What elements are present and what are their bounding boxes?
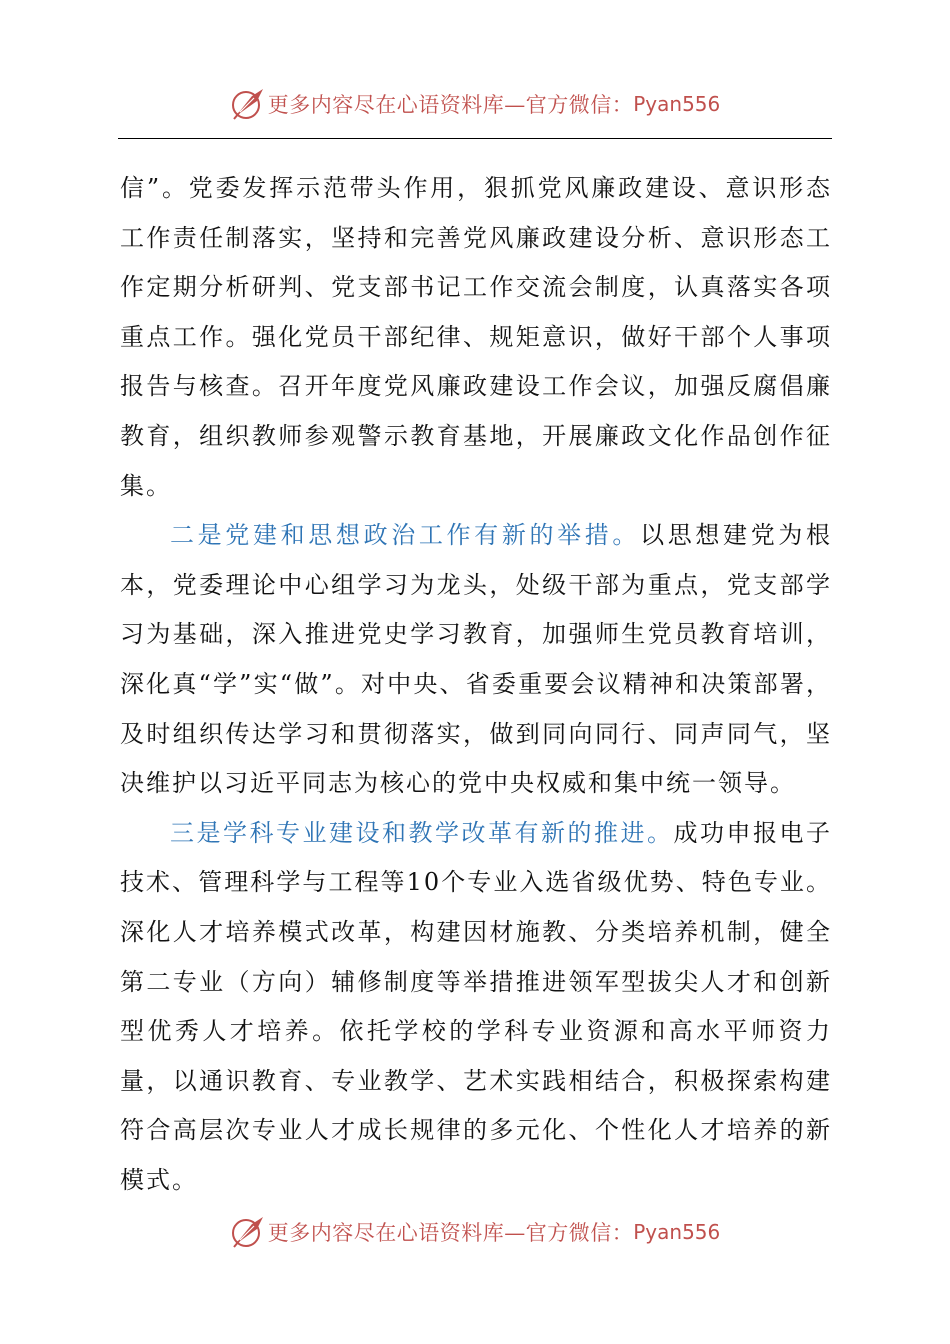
banner-text: 更多内容尽在心语资料库—官方微信：	[267, 1221, 634, 1245]
paragraph-1	[120, 164, 832, 511]
paragraph-lead: 三是学科专业建设和教学改革有新的推进。	[170, 818, 674, 847]
paragraph-3	[120, 809, 832, 1206]
document-body	[120, 164, 832, 1205]
banner-text: 更多内容尽在心语资料库—官方微信：	[267, 93, 634, 117]
paragraph-text: 信”。党委发挥示范带头作用，狠抓党风廉政建设、意识形态工作责任制落实，坚持和完善党风廉政建设分析、意识形态工作定期分析研判、党支部书记工作交流会制度，认真落实各项重点工作。强化党员干部纪律、规矩意识，做好干部个人事项报告与核查。召开年度党风廉政建设工作会议，加强反腐倡廉教育，组织教师参观警示教育基地，开展廉政文化作品创作征集。	[120, 174, 832, 500]
banner-wechat-id: Pyan556	[633, 92, 721, 116]
paragraph-text: 以思想建党为根本，党委理论中心组学习为龙头，处级干部为重点，党支部学习为基础，深入推进党史学习教育，加强师生党员教育培训，深化真“学”实“做”。对中央、省委重要会议精神和决策部署，及时组织传达学习和贯彻落实，做到同向同行、同声同气，坚决维护以习近平同志为核心的党中央权威和集中统一领导。	[120, 521, 833, 798]
footer-banner	[0, 1212, 950, 1252]
quill-logo-icon	[230, 1214, 266, 1250]
banner-wechat-id: Pyan556	[633, 1220, 721, 1244]
quill-logo-icon	[230, 86, 266, 122]
paragraph-2	[120, 511, 832, 809]
header-rule	[118, 138, 832, 139]
header-banner	[0, 84, 950, 124]
paragraph-lead: 二是党建和思想政治工作有新的举措。	[170, 521, 641, 550]
paragraph-text: 成功申报电子技术、管理科学与工程等10个专业入选省级优势、特色专业。深化人才培养模式改革，构建因材施教、分类培养机制，健全第二专业（方向）辅修制度等举措推进领军型拔尖人才和创新型优秀人才培养。依托学校的学科专业资源和高水平师资力量，以通识教育、专业教学、艺术实践相结合，积极探索构建符合高层次专业人才成长规律的多元化、个性化人才培养的新模式。	[120, 818, 832, 1194]
